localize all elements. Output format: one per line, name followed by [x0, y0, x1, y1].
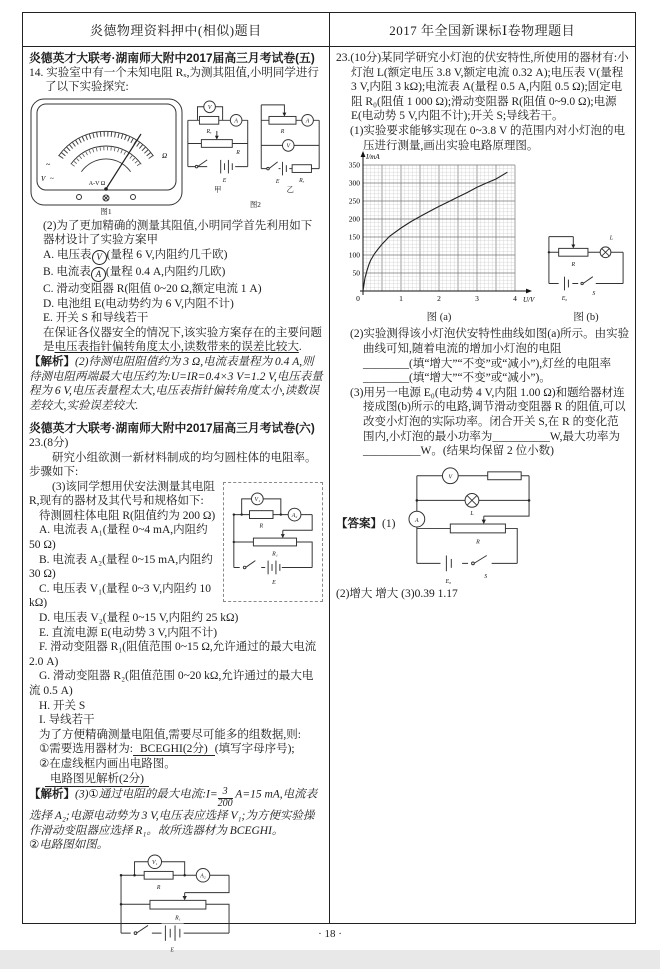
option-d: D. 电池组 E(电动势约为 6 V,内阻不计): [43, 297, 234, 310]
option-a: A. 电压表 V (量程 6 V,内阻约几千欧): [43, 248, 323, 265]
filled-answer: 电路图见解析(2分): [45, 772, 149, 788]
multimeter-body-icon: [31, 99, 182, 205]
svg-text:A: A: [305, 118, 310, 125]
svg-text:V: V: [286, 143, 291, 150]
terminal-icon: [77, 194, 82, 199]
svg-text:R₁: R₁: [272, 551, 278, 558]
svg-text:E: E: [272, 579, 276, 586]
figure-b-block: [542, 223, 630, 325]
svg-text:R: R: [236, 149, 240, 156]
page-number: · 18 ·: [318, 928, 342, 940]
svg-text:R: R: [280, 128, 285, 135]
svg-text:50: 50: [352, 268, 360, 278]
table-header-row: [23, 13, 635, 47]
option-b: B. 电流表 A (量程 0.4 A,内阻约几欧): [43, 265, 323, 282]
svg-text:250: 250: [348, 196, 360, 206]
svg-text:E₀: E₀: [561, 296, 568, 303]
dashed-answer-box: [223, 482, 323, 602]
answer-circuit-icon: [397, 463, 543, 587]
svg-text:350: 350: [348, 160, 360, 170]
equipment-item: 待测圆柱体电阻 R(阻值约为 200 Ω): [39, 509, 216, 522]
question-14-2: (2)为了更加精确的测量其阻值,小明同学首先利用如下器材设计了实验方案甲: [43, 219, 313, 247]
analysis-2: 【解析】(3)①通过电阻的最大电流:I= $\frac{3}{200}$ A=15 mA,电流表选择 A₂;电源电动势为 3 V,电压表应选择 V₁;为方便实验操作滑动变阻器应选择 R₁。故所选器材为 BCEGHI。: [29, 786, 318, 837]
svg-text:R: R: [476, 539, 481, 546]
option-e: E. 开关 S 和导线若干: [43, 312, 149, 325]
right-column: [330, 47, 636, 924]
analysis-label: 【解析】: [29, 788, 75, 801]
question-23-3: (3)该同学想用伏安法测量其电阻 R,现有的器材及其代号和规格如下:: [29, 480, 215, 508]
svg-text:V₁: V₁: [152, 860, 158, 867]
svg-text:200: 200: [348, 214, 360, 224]
figure1-caption: 图1: [100, 206, 112, 216]
equipment-item: E. 直流电源 E(电动势 3 V,内阻不计): [39, 626, 218, 639]
voltmeter-symbol-icon: V: [92, 250, 107, 265]
figure-a-caption: 图 (a): [426, 311, 452, 323]
figure-b-circuit-icon: [542, 223, 630, 305]
svg-text:S: S: [592, 291, 596, 298]
answer-section: [336, 463, 630, 587]
figure-a-b-row: [336, 155, 630, 325]
svg-text:R₁: R₁: [175, 915, 181, 922]
circuit-yi-icon: [261, 105, 319, 194]
question-14-stem: 14. 实验室中有一个未知电阻 Rₓ,为测其阻值,小明同学进行了以下实验探究:: [29, 66, 319, 94]
figure2-circuits: [184, 97, 324, 217]
ohm-scale-label: Ω: [162, 151, 168, 160]
equipment-item: D. 电压表 V₂(量程 0~15 V,内阻约 25 kΩ): [39, 612, 239, 625]
question-23r-part3: (3)用另一电源 E₀(电动势 4 V,内阻 1.00 Ω)和题给器材连接成图(b)所示的电路,调节滑动变阻器 R 的阻值,可以改变小灯泡的实际功率。闭合开关 S,在 R 的变化范围内,小灯泡的最小功率为__________W,最大功率为__________W。(结果均保留 2 位小数): [350, 386, 626, 458]
dashed-box-circuit-icon: [226, 490, 320, 594]
equipment-item: A. 电流表 A₁(量程 0~4 mA,内阻约 50 Ω): [29, 524, 208, 552]
question-23r-stem: 23.(10分)某同学研究小灯泡的伏安特性,所使用的器材有:小灯泡 L(额定电压 3.8 V,额定电流 0.32 A);电压表 V(量程 3 V,内阻 3 kΩ);电流表 A(量程 0.5 A,内阻 0.5 Ω);固定电阻 R₀(阻值 1 000 Ω);滑动变阻器 R(阻值 0~9.0 Ω);电源 E(电动势 5 V,内阻不计);开关 S;导线若干。: [336, 52, 629, 123]
equipment-item: B. 电流表 A₂(量程 0~15 mA,内阻约 30 Ω): [29, 553, 213, 581]
ac-tilde2-label: ~: [50, 174, 54, 183]
ammeter-symbol-icon: A: [91, 267, 106, 282]
analysis-1: 【解析】(2)待测电阻阻值约为 3 Ω,电流表量程为 0.4 A,则待测电阻两端最大电压约为:U=IR=0.4×3 V=1.2 V,电压表量程为 6 V,电压表量程太大,电压表指针偏转角度太小,读数误差较大,实验误差较大.: [29, 355, 323, 412]
svg-text:E: E: [170, 947, 174, 954]
svg-text:A₂: A₂: [291, 512, 298, 519]
answer-label: 【答案】: [336, 518, 382, 531]
fraction: $\frac{3}{200}$: [217, 786, 233, 809]
ac-tilde-label: ~: [46, 159, 51, 169]
figure2-caption: 图2: [250, 200, 261, 209]
svg-text:V: V: [207, 104, 212, 111]
question-23-fill2: ②在虚线框内画出电路图。: [39, 757, 176, 770]
filled-answer: BCEGHI(2分): [133, 743, 215, 756]
svg-text:I/mA: I/mA: [366, 153, 380, 162]
solution-circuit-figure: [29, 856, 323, 969]
question-23-more: 为了方便精确测量电阻值,需要尽可能多的组数据,则:: [39, 728, 301, 741]
svg-text:V: V: [448, 474, 453, 481]
svg-text:1: 1: [399, 294, 403, 304]
question-23-equipment-block: [29, 480, 323, 787]
equipment-item: C. 电压表 V₁(量程 0~3 V,内阻约 10 kΩ): [29, 582, 211, 610]
svg-text:U/V: U/V: [523, 296, 535, 305]
svg-text:E₀: E₀: [445, 578, 452, 585]
solution-circuit-icon: [101, 856, 251, 964]
figure-b-caption: 图 (b): [573, 311, 599, 323]
svg-text:3: 3: [475, 294, 479, 304]
figure-a-block: [336, 155, 542, 325]
question-23-fill1: ①需要选用器材为: BCEGHI(2分) (填写字母序号);: [39, 743, 295, 756]
header-cell-left: 炎德物理资料押中(相似)题目: [23, 13, 330, 46]
svg-text:E: E: [222, 177, 227, 184]
svg-text:A: A: [234, 118, 238, 125]
filled-answer: 电压表指针偏转角度太小,读数带来的误差比较大: [54, 341, 299, 354]
section-title-exam5: 炎德英才大联考·湖南师大附中2017届高三月考试卷(五): [29, 51, 315, 65]
jia-caption: 甲: [214, 185, 222, 194]
svg-text:E: E: [275, 178, 280, 185]
question-23-intro: 研究小组欲测一新材料制成的均匀圆柱体的电阻率。步骤如下:: [29, 451, 317, 479]
equipment-item: H. 开关 S: [39, 699, 86, 712]
yi-caption: 乙: [286, 185, 294, 194]
analysis-label: 【解析】: [29, 355, 75, 368]
section-title-exam6: 炎德英才大联考·湖南师大附中2017届高三月考试卷(六): [29, 421, 315, 436]
svg-text:R: R: [156, 884, 161, 891]
svg-text:4: 4: [513, 294, 517, 304]
multimeter-figure: [29, 97, 184, 217]
volt-scale-label: V: [41, 174, 46, 183]
svg-text:L: L: [609, 235, 614, 242]
svg-text:Rₓ: Rₓ: [299, 177, 305, 184]
svg-text:V₁: V₁: [254, 496, 261, 503]
header-cell-right: 2017 年全国新课标Ⅰ卷物理题目: [389, 23, 576, 38]
rheostat-icon: [451, 524, 506, 533]
svg-text:0: 0: [356, 294, 360, 304]
panel-label: A-V Ω: [88, 180, 106, 187]
svg-text:300: 300: [348, 178, 360, 188]
svg-text:100: 100: [348, 250, 360, 260]
question-23-points: 23.(8分): [29, 436, 69, 449]
fixed-resistor-icon: [488, 472, 521, 480]
figure1-figure2-row: [29, 97, 323, 217]
svg-text:R: R: [259, 523, 264, 529]
terminal-icon: [131, 194, 136, 199]
question-23-fill2-answer: [29, 772, 323, 788]
svg-text:Rₓ: Rₓ: [206, 128, 212, 135]
analysis-2b: ②电路图如图。: [29, 839, 109, 852]
svg-text:2: 2: [437, 294, 441, 304]
svg-text:A₂: A₂: [200, 873, 206, 880]
question-23r-part2: (2)实验测得该小灯泡伏安特性曲线如图(a)所示。由实验曲线可知,随着电流的增加小灯泡的电阻________(填“增大”“不变”或“减小”),灯丝的电阻率________(填“增大”“不变”或“减小”)。: [350, 328, 630, 385]
circuit-jia-icon: [188, 101, 248, 194]
svg-text:150: 150: [348, 232, 360, 242]
answer-label-block: 【答案】(1): [336, 518, 396, 531]
svg-text:R: R: [571, 262, 576, 269]
question-23r-part1: (1)实验要求能够实现在 0~3.8 V 的范围内对小灯泡的电压进行测量,画出实验电路原理图。: [350, 124, 625, 152]
equipment-item: G. 滑动变阻器 R₂(阻值范围 0~20 kΩ,允许通过的最大电流 0.5 A): [29, 670, 314, 697]
question-14-blank: 在保证各仪器安全的情况下,该实验方案存在的主要问题是电压表指针偏转角度太小,读数带来的误差比较大.: [43, 326, 322, 354]
svg-text:A: A: [415, 517, 420, 524]
equipment-item: F. 滑动变阻器 R₁(阻值范围 0~15 Ω,允许通过的最大电流 2.0 A): [29, 641, 317, 668]
iv-chart-svg: [336, 155, 542, 305]
option-c: C. 滑动变阻器 R(阻值 0~20 Ω,额定电流 1 A): [43, 282, 262, 295]
answer-2-3: (2)增大 增大 (3)0.39 1.17: [336, 587, 458, 600]
svg-text:S: S: [484, 573, 488, 580]
svg-text:L: L: [470, 510, 475, 517]
equipment-item: I. 导线若干: [39, 714, 95, 727]
